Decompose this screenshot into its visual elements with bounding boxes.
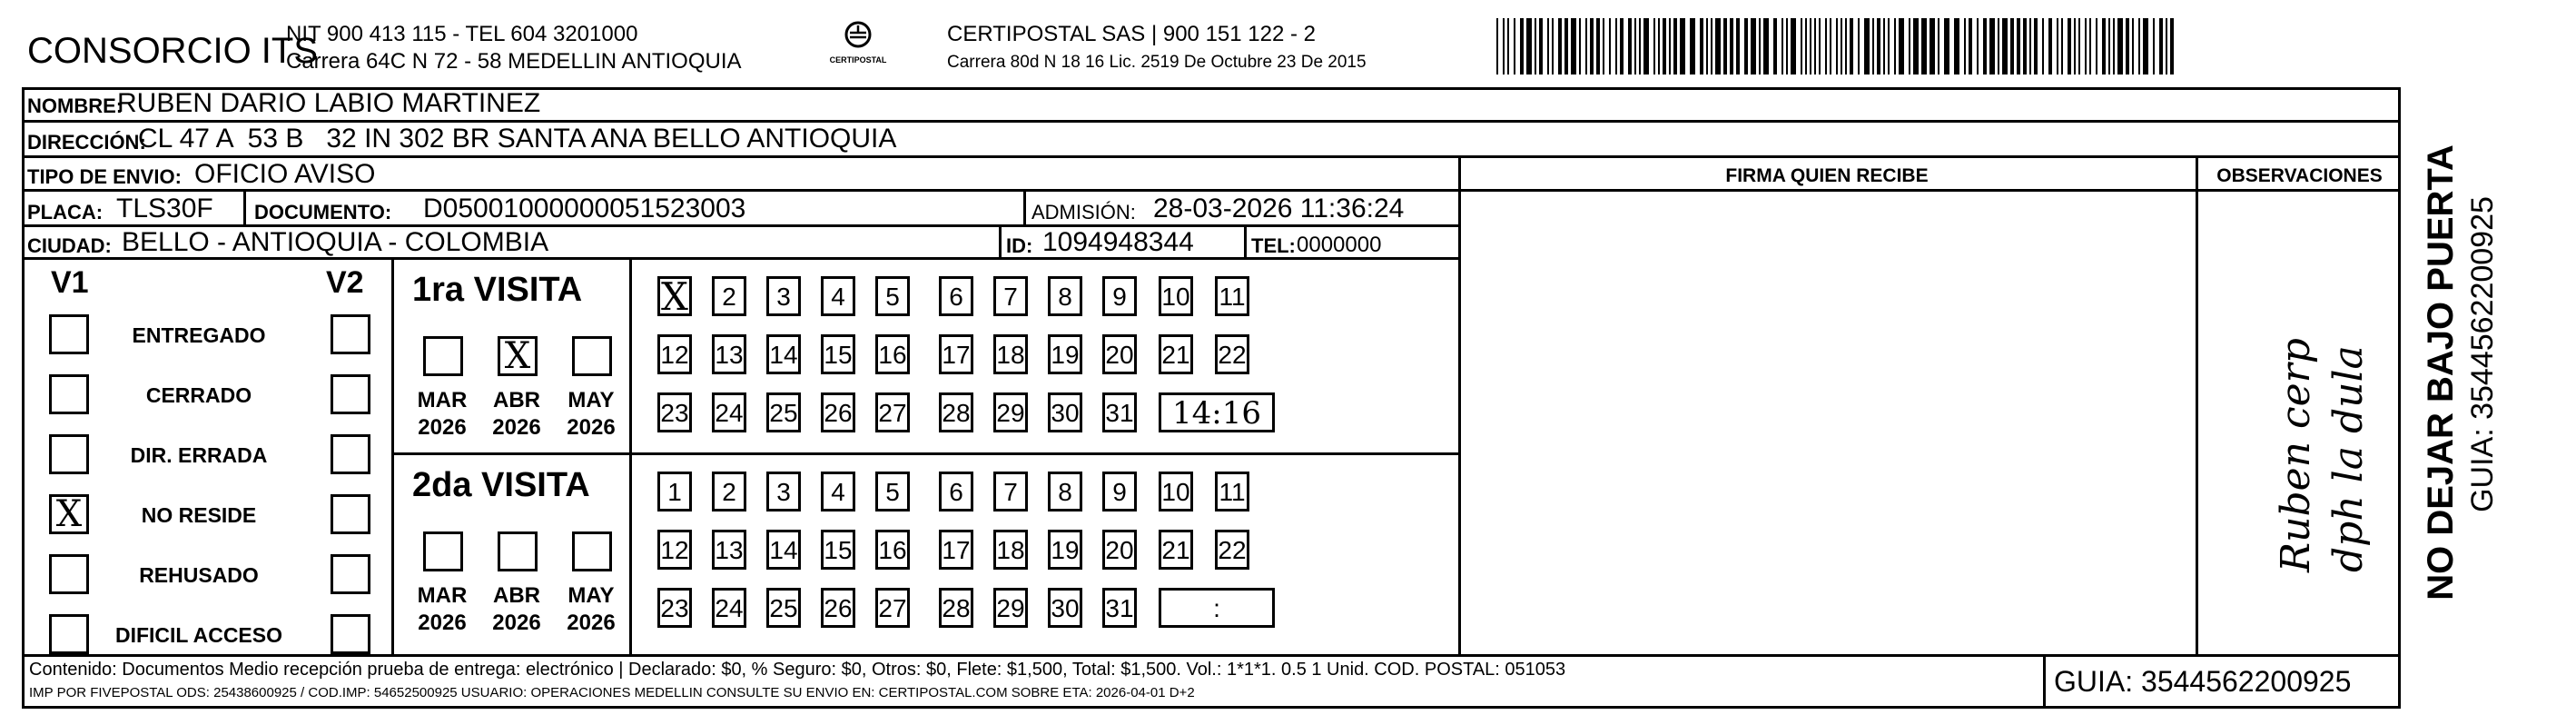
company-nit: NIT 900 413 115 - TEL 604 3201000 [286,22,638,46]
day-box[interactable]: 12 [657,530,692,570]
status-option-label: CERRADO [145,383,252,407]
row-nombre [22,87,2401,123]
documento-label: DOCUMENTO: [254,201,392,223]
nombre-label: NOMBRE: [27,94,123,117]
day-box[interactable]: 25 [766,392,801,432]
visita1-panel [394,260,1458,455]
admision-label: ADMISIÓN: [1031,201,1136,223]
day-box[interactable]: 30 [1048,588,1082,628]
placa-value: TLS30F [116,194,213,223]
certipostal-name: CERTIPOSTAL SAS | 900 151 122 - 2 [947,22,1316,46]
nombre-value: RUBEN DARIO LABIO MARTINEZ [117,88,541,118]
visita1-title: 1ra VISITA [412,271,583,309]
day-box[interactable]: 10 [1159,276,1193,316]
certipostal-logo [822,20,894,76]
month-label: MAY 2026 [567,388,616,440]
v1-checkbox[interactable] [49,314,89,354]
certipostal-logo-icon [840,20,876,51]
day-box[interactable]: 4 [821,472,855,511]
v1-checkbox[interactable] [49,374,89,414]
day-box[interactable]: 27 [875,588,910,628]
day-box[interactable]: 13 [712,530,746,570]
v1-checkbox[interactable] [49,614,89,654]
barcode [1496,18,2179,74]
day-box[interactable]: 9 [1102,276,1137,316]
visita2-months [394,455,632,654]
day-box[interactable]: 5 [875,472,910,511]
day-box[interactable]: 1 [657,472,692,511]
day-box[interactable]: 19 [1048,530,1082,570]
firma-label: FIRMA QUIEN RECIBE [1725,165,1929,186]
day-box[interactable]: 11 [1215,472,1249,511]
day-box[interactable]: X [657,276,692,316]
admision-value: 28-03-2026 11:36:24 [1153,194,1405,223]
day-box[interactable]: 8 [1048,472,1082,511]
status-option-label: DIFICIL ACCESO [114,623,282,647]
day-box[interactable]: 18 [993,334,1028,374]
day-box[interactable]: 3 [766,472,801,511]
visita2-panel [394,455,1458,654]
month-label: MAY 2026 [567,583,616,635]
day-box[interactable]: 15 [821,530,855,570]
time-box[interactable]: : [1159,588,1275,628]
day-box[interactable]: 10 [1159,472,1193,511]
day-box[interactable]: 26 [821,392,855,432]
day-box[interactable]: 13 [712,334,746,374]
row-direccion [22,123,2401,158]
day-box[interactable]: 6 [939,276,973,316]
observaciones-label: OBSERVACIONES [2216,165,2383,186]
ciudad-label: CIUDAD: [27,234,112,257]
day-box[interactable]: 28 [939,392,973,432]
v1-checkbox[interactable] [49,554,89,594]
v2-checkbox[interactable] [331,434,370,474]
v2-checkbox[interactable] [331,494,370,534]
day-box[interactable]: 19 [1048,334,1082,374]
day-box[interactable]: 3 [766,276,801,316]
month-checkbox[interactable] [572,336,612,376]
company-address: Carrera 64C N 72 - 58 MEDELLIN ANTIOQUIA [286,49,742,74]
day-box[interactable]: 20 [1102,334,1137,374]
placa-label: PLACA: [27,201,104,223]
day-box[interactable]: 9 [1102,472,1137,511]
day-box[interactable]: 12 [657,334,692,374]
day-box[interactable]: 7 [993,276,1028,316]
v2-checkbox[interactable] [331,314,370,354]
side-guia [2461,136,2504,572]
day-box[interactable]: 21 [1159,530,1193,570]
day-box[interactable]: 24 [712,588,746,628]
side-guia-text: GUIA: 3544562200925 [2465,196,2500,512]
no-dejar-text: NO DEJAR BAJO PUERTA [2421,144,2461,601]
day-box[interactable]: 2 [712,472,746,511]
day-box[interactable]: 28 [939,588,973,628]
month-label: ABR 2026 [492,388,541,440]
day-box[interactable]: 26 [821,588,855,628]
row-ciudad [22,227,1458,260]
day-box[interactable]: 18 [993,530,1028,570]
v1-label: V1 [51,265,89,300]
v1-checkbox[interactable] [49,434,89,474]
v1-checkbox[interactable]: X [49,494,89,534]
direccion-value: CL 47 A 53 B 32 IN 302 BR SANTA ANA BELLO ANTIOQUIA [138,124,897,154]
day-box[interactable]: 14 [766,334,801,374]
visita2-title: 2da VISITA [412,466,590,504]
footer-divider [2043,654,2046,709]
id-label: ID: [1006,234,1033,257]
day-box[interactable]: 30 [1048,392,1082,432]
day-box[interactable]: 2 [712,276,746,316]
certipostal-logo-text: CERTIPOSTAL [829,55,887,65]
day-box[interactable]: 29 [993,392,1028,432]
documento-value: D05001000000051523003 [423,194,746,223]
obs-divider [2196,158,2198,654]
time-box[interactable]: 14:16 [1159,392,1275,432]
month-checkbox[interactable] [572,531,612,571]
day-box[interactable]: 29 [993,588,1028,628]
id-value: 1094948344 [1042,227,1194,257]
v2-label: V2 [326,265,364,300]
tel-value: 0000000 [1297,233,1382,257]
day-box[interactable]: 23 [657,588,692,628]
v2-checkbox[interactable] [331,614,370,654]
company-name: CONSORCIO ITS [27,31,319,71]
month-label: MAR 2026 [417,583,468,635]
status-option-label: NO RESIDE [141,503,257,527]
day-box[interactable]: 16 [875,530,910,570]
day-box[interactable]: 15 [821,334,855,374]
month-label: ABR 2026 [492,583,541,635]
row-placa [22,192,1458,227]
v2-checkbox[interactable] [331,374,370,414]
footer-imp: IMP POR FIVEPOSTAL ODS: 25438600925 / COD.IMP: 54652500925 USUARIO: OPERACIONES MEDELLIN CONSULTE SU ENVIO EN: CERTIPOSTAL.COM SOBRE ETA: 2026-04-01 D+2 [29,685,1195,700]
tel-label: TEL: [1251,234,1296,257]
row-tipo [22,158,1458,192]
day-box[interactable]: 6 [939,472,973,511]
month-checkbox[interactable] [423,531,463,571]
firma-header-line [1458,189,2401,192]
month-checkbox[interactable]: X [498,336,538,376]
month-checkbox[interactable] [498,531,538,571]
v2-checkbox[interactable] [331,554,370,594]
day-box[interactable]: 11 [1215,276,1249,316]
observaciones-handwriting: Ruben cerp dph la dula [2273,338,2372,572]
footer-guia: GUIA: 3544562200925 [2054,665,2352,698]
day-box[interactable]: 7 [993,472,1028,511]
certipostal-license: Carrera 80d N 18 16 Lic. 2519 De Octubre 23 De 2015 [947,53,1367,72]
day-box[interactable]: 8 [1048,276,1082,316]
day-box[interactable]: 17 [939,334,973,374]
month-label: MAR 2026 [417,388,468,440]
status-option-label: DIR. ERRADA [130,443,268,467]
day-box[interactable]: 17 [939,530,973,570]
tipo-value: OFICIO AVISO [194,159,376,189]
ciudad-value: BELLO - ANTIOQUIA - COLOMBIA [122,227,549,257]
day-box[interactable]: 5 [875,276,910,316]
day-box[interactable]: 22 [1215,530,1249,570]
status-panel [22,260,394,654]
day-box[interactable]: 24 [712,392,746,432]
firma-divider [1458,158,1461,654]
day-box[interactable]: 20 [1102,530,1137,570]
month-checkbox[interactable] [423,336,463,376]
day-box[interactable]: 31 [1102,588,1137,628]
tipo-label: TIPO DE ENVIO: [27,165,182,188]
visita1-months [394,260,632,452]
day-box[interactable]: 14 [766,530,801,570]
direccion-label: DIRECCIÓN: [27,131,146,154]
day-box[interactable]: 22 [1215,334,1249,374]
day-box[interactable]: 27 [875,392,910,432]
day-box[interactable]: 25 [766,588,801,628]
day-box[interactable]: 4 [821,276,855,316]
day-box[interactable]: 23 [657,392,692,432]
day-box[interactable]: 16 [875,334,910,374]
side-no-dejar [2415,118,2466,627]
status-option-label: ENTREGADO [132,323,266,347]
footer-contenido: Contenido: Documentos Medio recepción prueba de entrega: electrónico | Declarado: $0, % Seguro: $0, Otros: $0, Flete: $1,500, Total: $1,500. Vol.: 1*1*1. 0.5 1 Unid. COD. POSTAL: 051053 [29,660,1566,680]
status-option-label: REHUSADO [139,563,259,587]
day-box[interactable]: 31 [1102,392,1137,432]
day-box[interactable]: 21 [1159,334,1193,374]
